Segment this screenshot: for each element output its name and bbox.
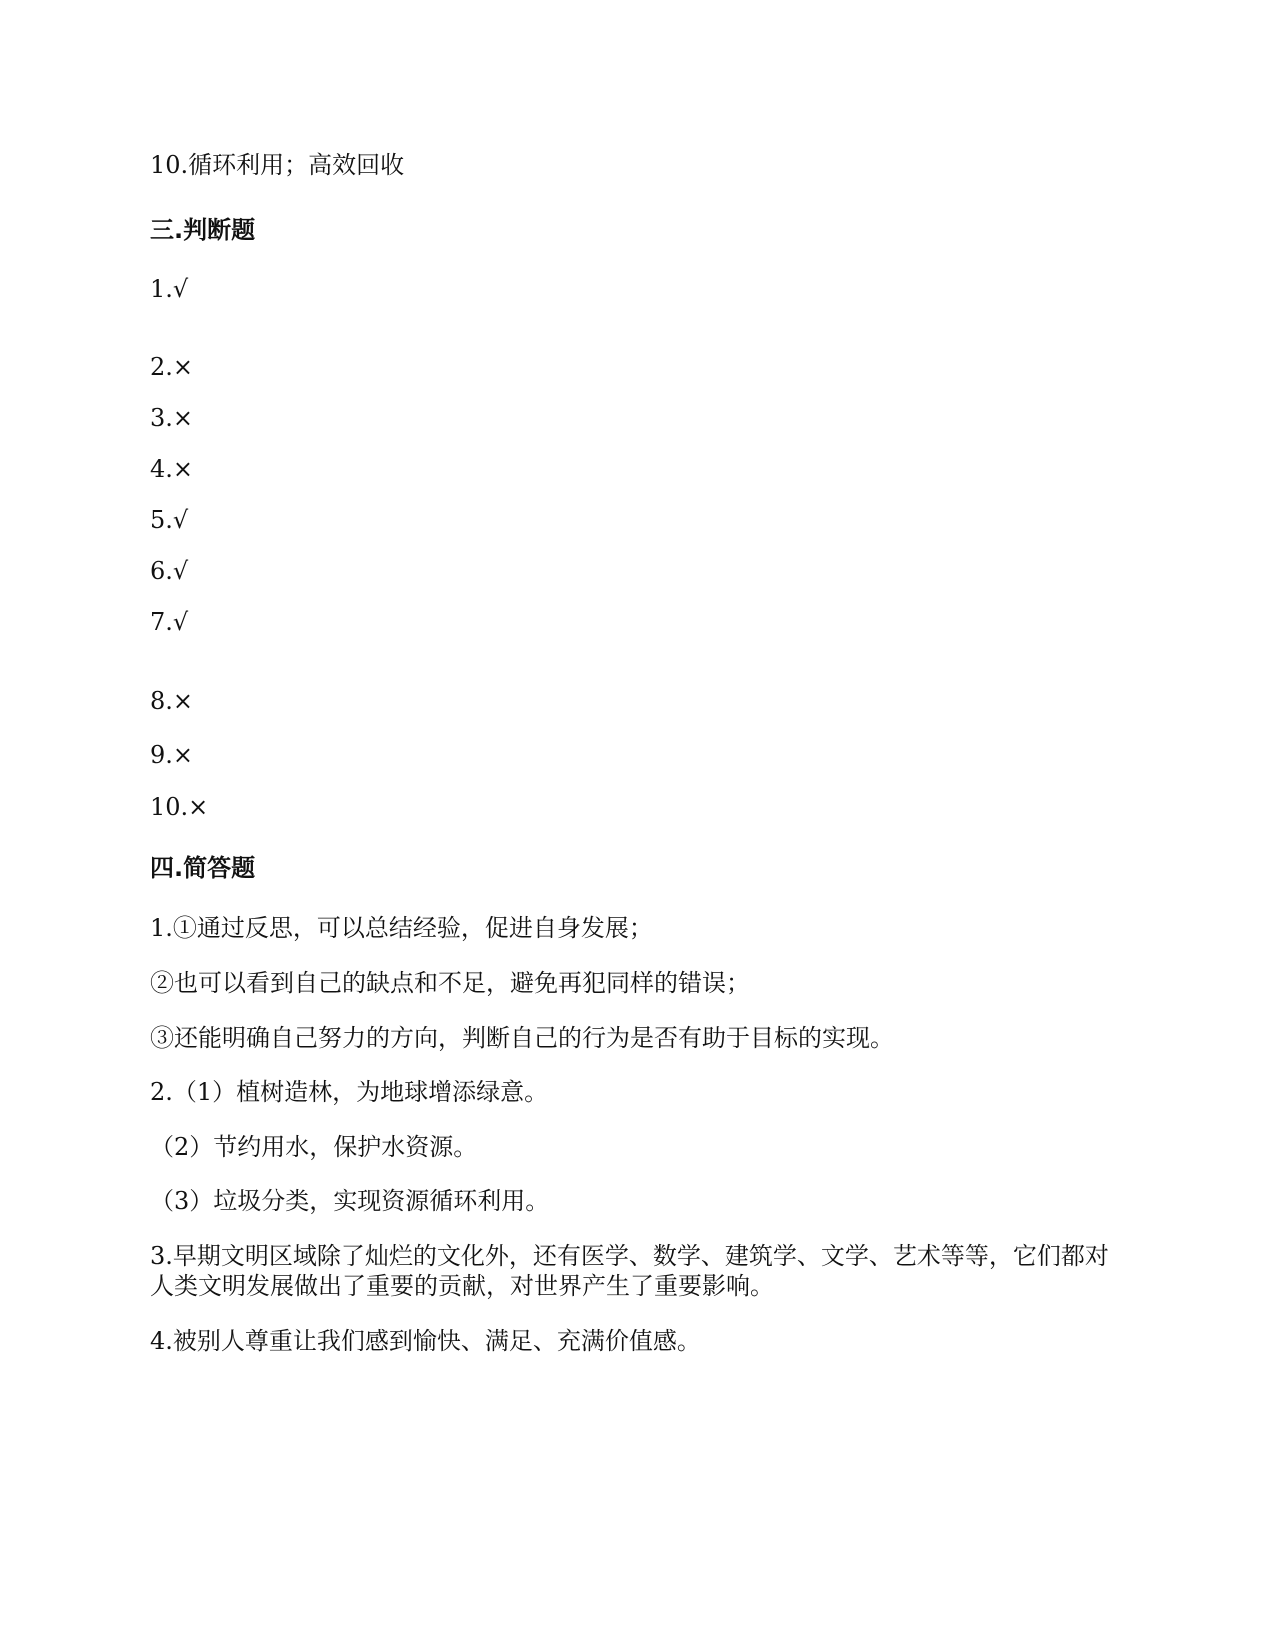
judgment-item-2: 2.×	[150, 353, 194, 381]
short-answer-2-c: （3）垃圾分类，实现资源循环利用。	[150, 1187, 550, 1215]
short-answer-2-a: 2.（1）植树造林，为地球增添绿意。	[150, 1078, 549, 1106]
short-answer-1-a: 1.①通过反思，可以总结经验，促进自身发展；	[150, 914, 653, 942]
judgment-item-1: 1.√	[150, 275, 189, 303]
judgment-item-5: 5.√	[150, 506, 189, 534]
judgment-item-9: 9.×	[150, 741, 194, 769]
short-answer-2-b: （2）节约用水，保护水资源。	[150, 1133, 478, 1161]
judgment-item-4: 4.×	[150, 455, 194, 483]
short-answer-4: 4.被别人尊重让我们感到愉快、满足、充满价值感。	[150, 1327, 701, 1355]
judgment-item-6: 6.√	[150, 557, 189, 585]
short-answer-1-c: ③还能明确自己努力的方向，判断自己的行为是否有助于目标的实现。	[150, 1024, 894, 1052]
answer-line-10: 10.循环利用；高效回收	[150, 151, 405, 179]
section-heading-judgment: 三.判断题	[150, 216, 256, 244]
judgment-item-3: 3.×	[150, 404, 194, 432]
short-answer-3: 3.早期文明区域除了灿烂的文化外，还有医学、数学、建筑学、文学、艺术等等，它们都对人类文明发展做出了重要的贡献，对世界产生了重要影响。	[150, 1242, 1109, 1300]
judgment-item-7: 7.√	[150, 608, 189, 636]
judgment-item-8: 8.×	[150, 687, 194, 715]
short-answer-1-b: ②也可以看到自己的缺点和不足，避免再犯同样的错误；	[150, 969, 750, 997]
judgment-item-10: 10.×	[150, 793, 209, 821]
section-heading-short-answer: 四.简答题	[150, 854, 256, 882]
